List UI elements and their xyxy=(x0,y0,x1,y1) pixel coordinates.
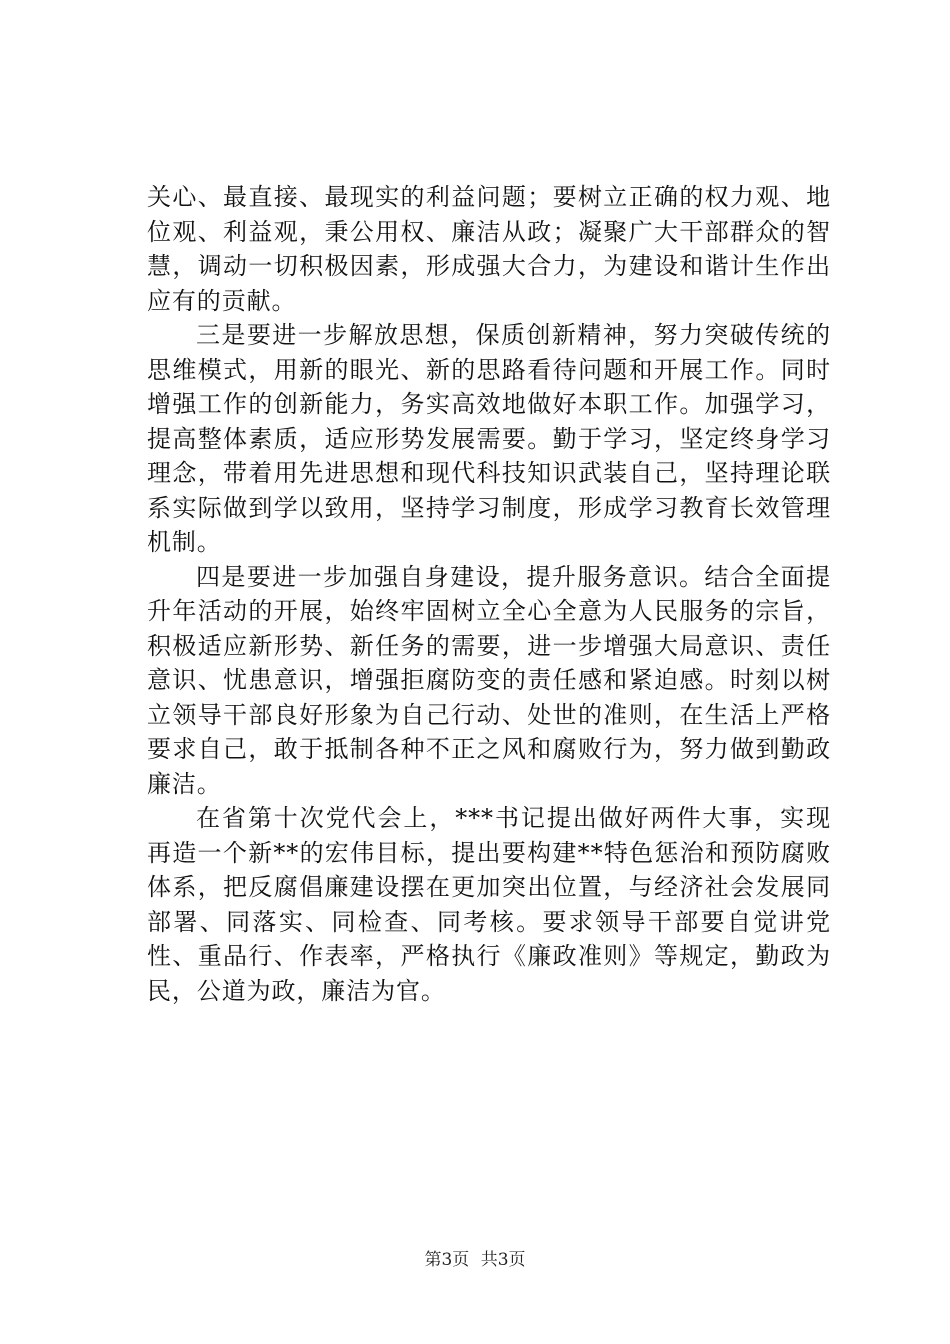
page-number-total: 共3页 xyxy=(480,1250,526,1270)
paragraph-3: 四是要进一步加强自身建设，提升服务意识。结合全面提升年活动的开展，始终牢固树立全心全意为人民服务的宗旨，积极适应新形势、新任务的需要，进一步增强大局意识、责任意识、忧患意识，增强拒腐防变的责任感和紧迫感。时刻以树立领导干部良好形象为自己行动、处世的准则，在生活上严格要求自己，敢于抵制各种不正之风和腐败行为，努力做到勤政廉洁。 xyxy=(147,562,831,798)
page-footer xyxy=(0,1245,950,1270)
paragraph-2: 三是要进一步解放思想，保质创新精神，努力突破传统的思维模式，用新的眼光、新的思路看待问题和开展工作。同时增强工作的创新能力，务实高效地做好本职工作。加强学习，提高整体素质，适应形势发展需要。勤于学习，坚定终身学习理念，带着用先进思想和现代科技知识武装自己，坚持理论联系实际做到学以致用，坚持学习制度，形成学习教育长效管理机制。 xyxy=(147,321,831,556)
paragraph-4: 在省第十次党代会上，***书记提出做好两件大事，实现再造一个新**的宏伟目标，提出要构建**特色惩治和预防腐败体系，把反腐倡廉建设摆在更加突出位置，与经济社会发展同部署、同落实、同检查、同考核。要求领导干部要自觉讲党性、重品行、作表率，严格执行《廉政准则》等规定，勤政为民，公道为政，廉洁为官。 xyxy=(147,804,831,1005)
paragraph-1: 关心、最直接、最现实的利益问题；要树立正确的权力观、地位观、利益观，秉公用权、廉洁从政；凝聚广大干部群众的智慧，调动一切积极因素，形成强大合力，为建设和谐计生作出应有的贡献。 xyxy=(147,183,831,315)
document-body xyxy=(147,180,831,1008)
page-number-current: 第3页 xyxy=(424,1250,470,1270)
